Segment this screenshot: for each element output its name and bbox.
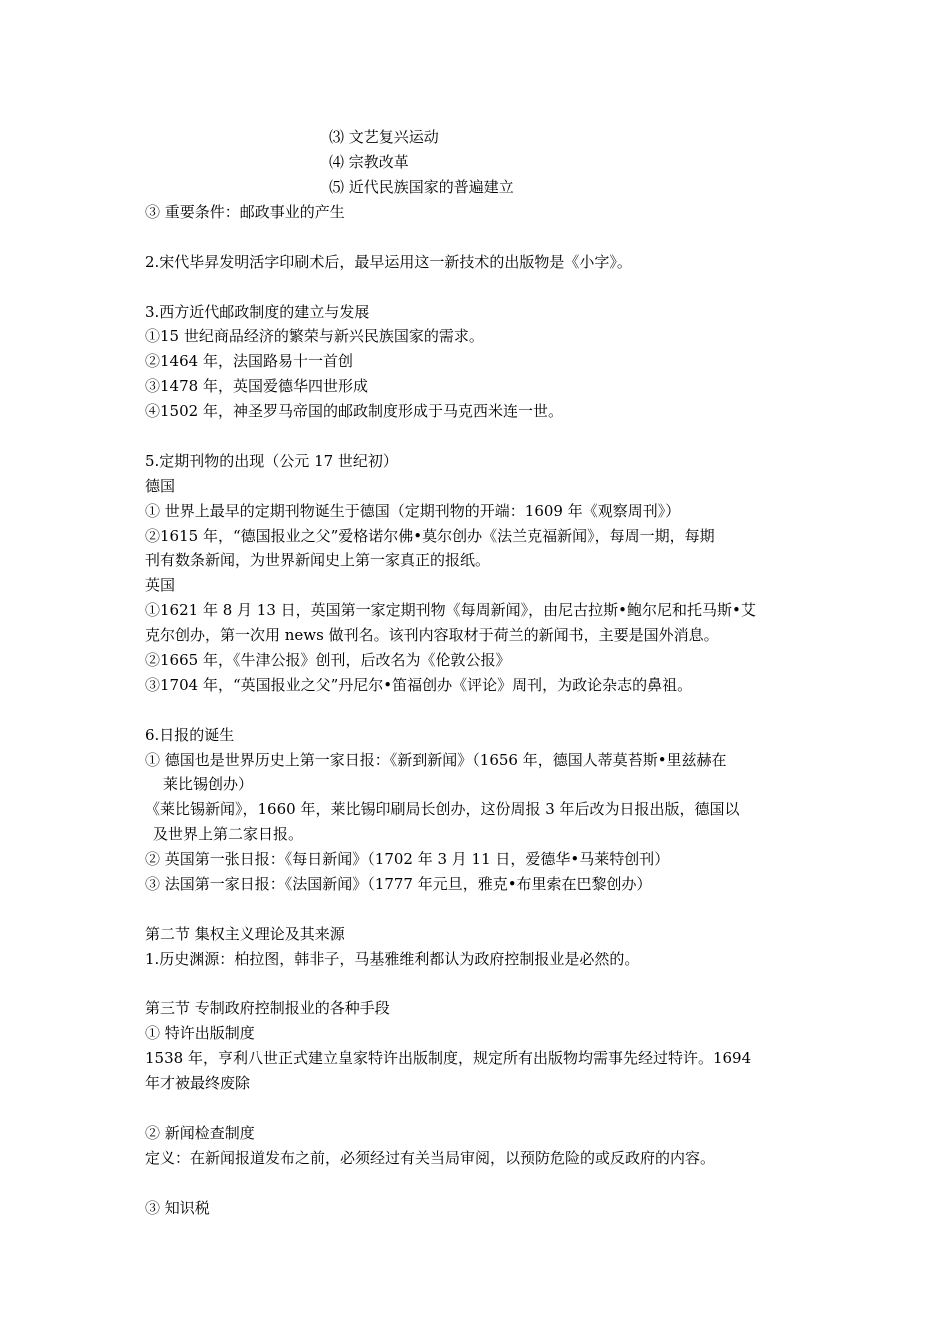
section-5-title: 5.定期刊物的出现（公元 17 世纪初） (145, 452, 398, 470)
subheading-england: 英国 (145, 576, 176, 594)
section-title: 第三节 专制政府控制报业的各种手段 (145, 999, 390, 1017)
subheading-germany: 德国 (145, 477, 176, 495)
list-item: ①15 世纪商品经济的繁荣与新兴民族国家的需求。 (145, 327, 484, 345)
list-item: ①1621 年 8 月 13 日，英国第一家定期刊物《每周新闻》，由尼古拉斯•鲍尔尼和托马斯•艾 (145, 601, 756, 619)
section-6-title: 6.日报的诞生 (145, 726, 235, 744)
condition-line: ③ 重要条件：邮政事业的产生 (145, 203, 345, 221)
list-item: ②1665 年，《牛津公报》创刊，后改名为《伦敦公报》 (145, 651, 511, 669)
list-item: ① 德国也是世界历史上第一家日报：《新到新闻》（1656 年，德国人蒂莫苔斯•里兹赫在 (145, 751, 727, 769)
section-title: 第二节 集权主义理论及其来源 (145, 925, 345, 943)
sublist-item: ⑸ 近代民族国家的普遍建立 (329, 178, 514, 196)
list-item-continuation: 及世界上第二家日报。 (153, 825, 304, 843)
list-item: 《莱比锡新闻》，1660 年，莱比锡印刷局长创办，这份周报 3 年后改为日报出版，德国以 (145, 800, 740, 818)
list-item: ② 新闻检查制度 (145, 1124, 255, 1142)
list-item: ③1704 年，“英国报业之父”丹尼尔•笛福创办《评论》周刊，为政论杂志的鼻祖。 (145, 676, 693, 694)
sublist-item: ⑶ 文艺复兴运动 (329, 128, 439, 146)
sublist-item: ⑷ 宗教改革 (329, 153, 409, 171)
section-2-text: 2.宋代毕昇发明活字印刷术后，最早运用这一新技术的出版物是《小字》。 (145, 253, 632, 271)
list-item: ②1464 年，法国路易十一首创 (145, 352, 353, 370)
list-item-continuation: 克尔创办，第一次用 news 做刊名。该刊内容取材于荷兰的新闻书，主要是国外消息。 (145, 626, 719, 644)
list-item: ③ 知识税 (145, 1199, 210, 1217)
paragraph: 1.历史渊源：柏拉图，韩非子，马基雅维利都认为政府控制报业是必然的。 (145, 950, 640, 968)
paragraph-continuation: 年才被最终废除 (145, 1074, 251, 1092)
list-item: ③1478 年，英国爱德华四世形成 (145, 377, 368, 395)
paragraph: 1538 年，亨利八世正式建立皇家特许出版制度，规定所有出版物均需事先经过特许。1694 (145, 1049, 752, 1067)
list-item: ④1502 年，神圣罗马帝国的邮政制度形成于马克西米连一世。 (145, 402, 563, 420)
list-item: ② 英国第一张日报：《每日新闻》（1702 年 3 月 11 日，爱德华•马莱特创刊） (145, 850, 670, 868)
list-item: ① 世界上最早的定期刊物诞生于德国（定期刊物的开端：1609 年《观察周刊》） (145, 502, 681, 520)
definition: 定义：在新闻报道发布之前，必须经过有关当局审阅，以预防危险的或反政府的内容。 (145, 1149, 716, 1167)
list-item: ②1615 年，“德国报业之父”爱格诺尔佛•莫尔创办《法兰克福新闻》，每周一期，每期 (145, 527, 715, 545)
list-item-continuation: 莱比锡创办） (163, 775, 254, 793)
list-item-continuation: 刊有数条新闻，为世界新闻史上第一家真正的报纸。 (145, 551, 491, 569)
list-item: ① 特许出版制度 (145, 1024, 255, 1042)
section-3-title: 3.西方近代邮政制度的建立与发展 (145, 303, 370, 321)
list-item: ③ 法国第一家日报：《法国新闻》（1777 年元旦，雅克•布里索在巴黎创办） (145, 875, 652, 893)
